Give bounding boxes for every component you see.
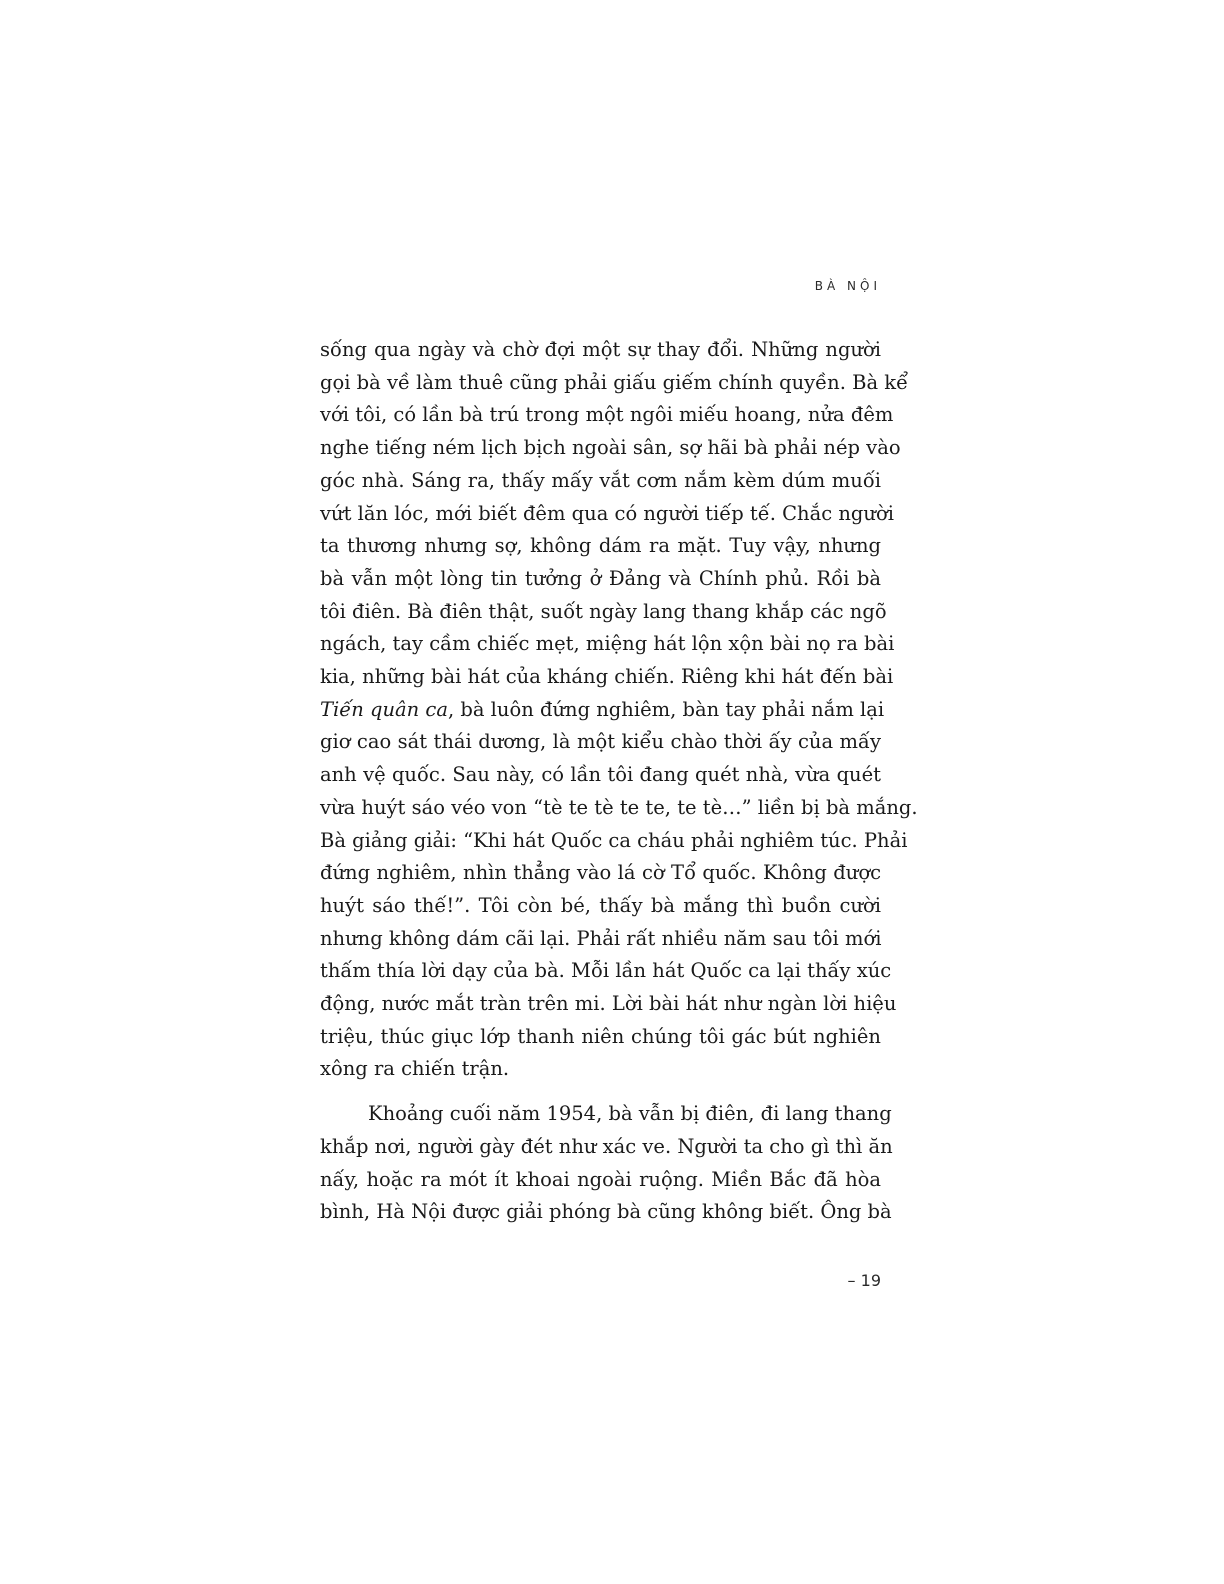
text-line: xông ra chiến trận.: [320, 1057, 510, 1081]
text-line: vứt lăn lóc, mới biết đêm qua có người tiếp tế. Chắc người: [320, 501, 894, 525]
text-line-rest: , bà luôn đứng nghiêm, bàn tay phải nắm lại: [447, 697, 885, 721]
text-line: huýt sáo thế!”. Tôi còn bé, thấy bà mắng thì buồn cười: [320, 893, 881, 917]
text-line: ta thương nhưng sợ, không dám ra mặt. Tuy vậy, nhưng: [320, 534, 881, 558]
text-line: nghe tiếng ném lịch bịch ngoài sân, sợ hãi bà phải nép vào: [320, 436, 901, 460]
text-line: gọi bà về làm thuê cũng phải giấu giếm chính quyền. Bà kể: [320, 370, 909, 394]
text-line: sống qua ngày và chờ đợi một sự thay đổi. Những người: [320, 338, 881, 361]
text-line: giơ cao sát thái dương, là một kiểu chào thời ấy của mấy: [320, 730, 881, 754]
text-line: động, nước mắt tràn trên mi. Lời bài hát như ngàn lời hiệu: [320, 992, 897, 1016]
page-number: – 19: [847, 1271, 881, 1290]
text-line: kia, những bài hát của kháng chiến. Riêng khi hát đến bài: [320, 665, 894, 689]
text-line: triệu, thúc giục lớp thanh niên chúng tôi gác bút nghiên: [320, 1024, 881, 1048]
text-line: nhưng không dám cãi lại. Phải rất nhiều năm sau tôi mới: [320, 926, 882, 950]
text-line: tôi điên. Bà điên thật, suốt ngày lang thang khắp các ngõ: [320, 599, 887, 623]
text-line: góc nhà. Sáng ra, thấy mấy vắt cơm nắm kèm dúm muối: [320, 468, 881, 492]
text-line: Bà giảng giải: “Khi hát Quốc ca cháu phải nghiêm túc. Phải: [320, 828, 908, 852]
text-line: bà vẫn một lòng tin tưởng ở Đảng và Chính phủ. Rồi bà: [320, 566, 881, 590]
body-text: [320, 334, 918, 1229]
text-line: nấy, hoặc ra mót ít khoai ngoài ruộng. Miền Bắc đã hòa: [320, 1167, 881, 1191]
text-line: khắp nơi, người gày đét như xác ve. Người ta cho gì thì ăn: [320, 1134, 893, 1158]
text-line: vừa huýt sáo véo von “tè te tè te te, te tè…” liền bị bà mắng.: [320, 795, 918, 819]
text-line: đứng nghiêm, nhìn thẳng vào lá cờ Tổ quốc. Không được: [320, 861, 881, 885]
paragraph: [320, 334, 918, 1086]
text-line: Khoảng cuối năm 1954, bà vẫn bị điên, đi lang thang: [368, 1102, 892, 1126]
song-title: Tiến quân ca: [320, 697, 448, 721]
text-line: bình, Hà Nội được giải phóng bà cũng không biết. Ông bà: [320, 1200, 892, 1224]
running-head: BÀ NỘI: [814, 279, 881, 293]
text-line: với tôi, có lần bà trú trong một ngôi miếu hoang, nửa đêm: [320, 403, 894, 427]
text-line: thấm thía lời dạy của bà. Mỗi lần hát Quốc ca lại thấy xúc: [320, 959, 892, 983]
text-line: ngách, tay cầm chiếc mẹt, miệng hát lộn xộn bài nọ ra bài: [320, 632, 895, 656]
text-line: anh vệ quốc. Sau này, có lần tôi đang quét nhà, vừa quét: [320, 763, 881, 787]
text-line: [320, 694, 885, 727]
paragraph: [320, 1098, 893, 1229]
